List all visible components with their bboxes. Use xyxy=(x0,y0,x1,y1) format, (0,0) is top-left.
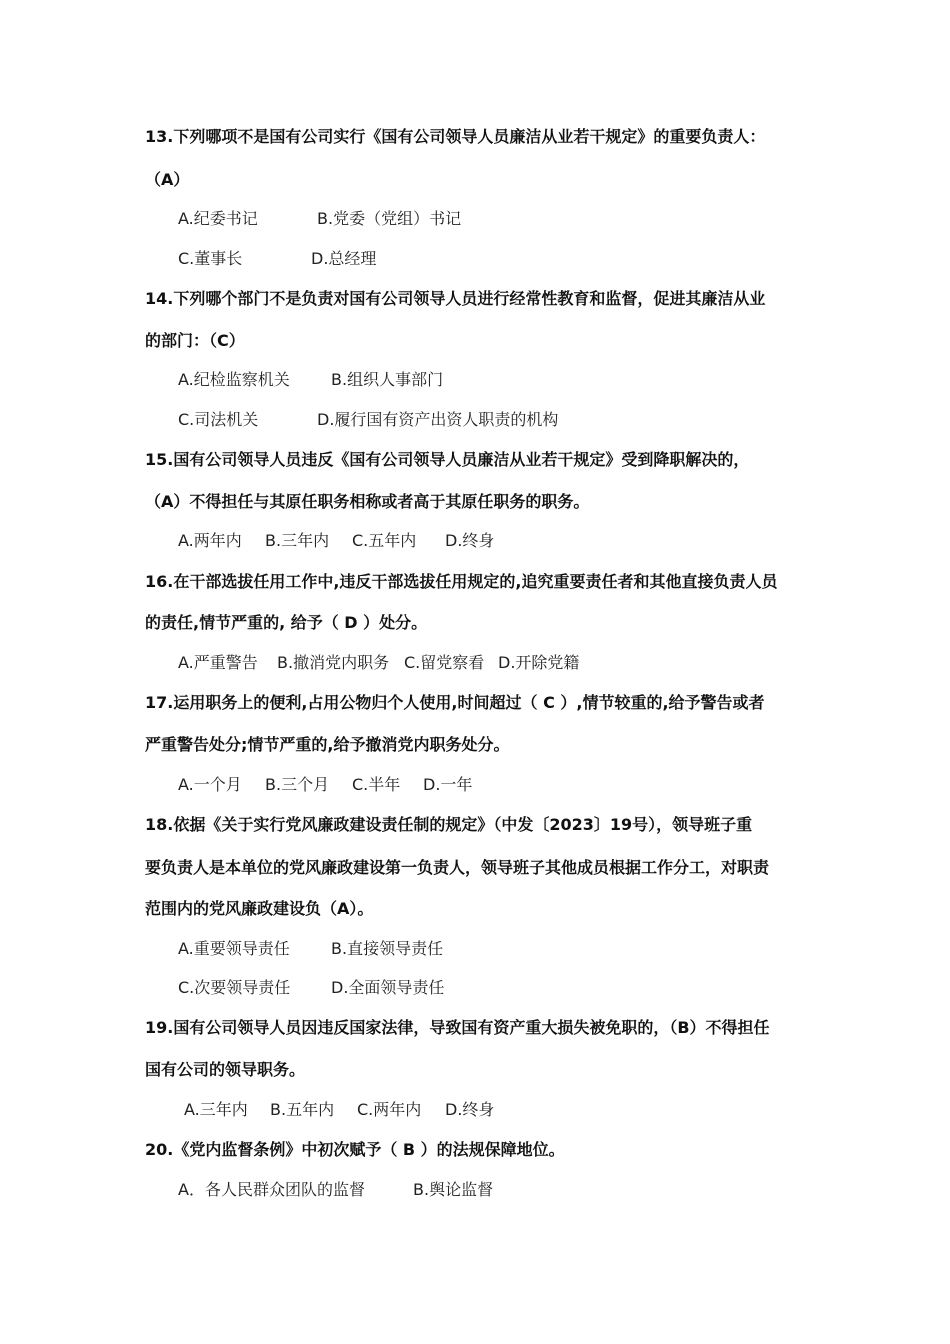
question-13-line-1: 13.下列哪项不是国有公司实行《国有公司领导人员廉洁从业若干规定》的重要负责人： xyxy=(145,127,766,146)
question-16-line-2: 的责任,情节严重的, 给予（ D ）处分。 xyxy=(145,613,428,632)
option-c: C.留党察看 xyxy=(404,653,485,672)
question-15-line-1: 15.国有公司领导人员违反《国有公司领导人员廉洁从业若干规定》受到降职解决的， xyxy=(145,450,750,469)
question-13-line-2: （A） xyxy=(145,170,190,189)
option-a: A．各人民群众团队的监督 xyxy=(178,1180,365,1199)
question-20-line-1: 20.《党内监督条例》中初次赋予（ B ）的法规保障地位。 xyxy=(145,1140,565,1159)
question-16-line-1: 16.在干部选拔任用工作中,违反干部选拔任用规定的,追究重要责任者和其他直接负责人员 xyxy=(145,572,778,591)
question-18-line-2: 要负责人是本单位的党风廉政建设第一负责人，领导班子其他成员根据工作分工，对职责 xyxy=(145,858,770,877)
option-b: B.三年内 xyxy=(265,531,330,550)
question-15-line-2: （A）不得担任与其原任职务相称或者高于其原任职务的职务。 xyxy=(145,492,590,511)
option-c: C.两年内 xyxy=(357,1100,422,1119)
question-17-line-1: 17.运用职务上的便利,占用公物归个人使用,时间超过（ C ）,情节较重的,给予警告或者 xyxy=(145,693,765,712)
option-b: B.舆论监督 xyxy=(413,1180,494,1199)
option-d: D.履行国有资产出资人职责的机构 xyxy=(317,410,559,429)
question-17-line-2: 严重警告处分;情节严重的,给予撤消党内职务处分。 xyxy=(145,735,510,754)
option-d: D.一年 xyxy=(423,775,473,794)
option-c: C.五年内 xyxy=(352,531,417,550)
option-b: B.三个月 xyxy=(265,775,330,794)
question-18-line-3: 范围内的党风廉政建设负（A）。 xyxy=(145,899,374,918)
option-b: B.组织人事部门 xyxy=(331,370,444,389)
option-a: A.一个月 xyxy=(178,775,242,794)
option-a: A.严重警告 xyxy=(178,653,258,672)
option-b: B.直接领导责任 xyxy=(331,939,444,958)
question-19-line-1: 19.国有公司领导人员因违反国家法律，导致国有资产重大损失被免职的，（B）不得担任 xyxy=(145,1018,770,1037)
option-d: D.总经理 xyxy=(311,249,377,268)
question-19-line-2: 国有公司的领导职务。 xyxy=(145,1060,306,1079)
question-14-line-1: 14.下列哪个部门不是负责对国有公司领导人员进行经常性教育和监督，促进其廉洁从业 xyxy=(145,289,766,308)
option-b: B.党委（党组）书记 xyxy=(317,209,462,228)
option-a: A.重要领导责任 xyxy=(178,939,290,958)
option-a: A.三年内 xyxy=(184,1100,248,1119)
option-d: D.终身 xyxy=(445,1100,495,1119)
option-c: C.司法机关 xyxy=(178,410,259,429)
option-d: D.开除党籍 xyxy=(498,653,580,672)
question-18-line-1: 18.依据《关于实行党风廉政建设责任制的规定》（中发〔2023〕19号），领导班子重 xyxy=(145,815,753,834)
option-c: C.次要领导责任 xyxy=(178,978,291,997)
option-a: A.两年内 xyxy=(178,531,242,550)
option-a: A.纪委书记 xyxy=(178,209,258,228)
option-b: B.撤消党内职务 xyxy=(277,653,390,672)
question-14-line-2: 的部门：（C） xyxy=(145,331,245,350)
option-d: D.终身 xyxy=(445,531,495,550)
option-d: D.全面领导责任 xyxy=(331,978,445,997)
option-c: C.董事长 xyxy=(178,249,243,268)
option-c: C.半年 xyxy=(352,775,401,794)
option-b: B.五年内 xyxy=(270,1100,335,1119)
option-a: A.纪检监察机关 xyxy=(178,370,290,389)
